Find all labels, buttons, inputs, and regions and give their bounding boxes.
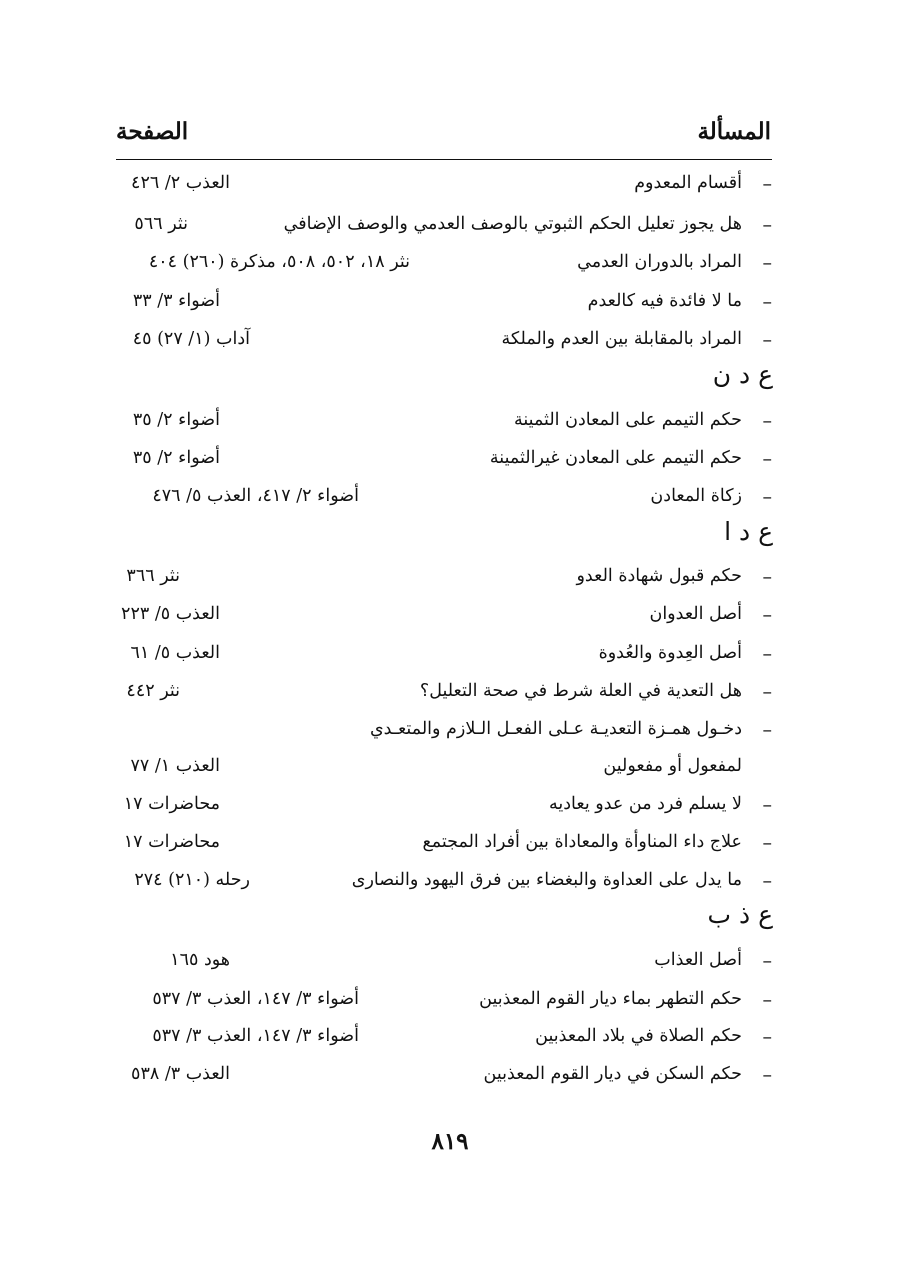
entry-dash: – [762, 794, 772, 816]
entry-dash: – [762, 566, 772, 588]
entry-dash: – [762, 1064, 772, 1086]
entry-topic: ما يدل على العداوة والبغضاء بين فرق اليهود والنصارى [351, 870, 742, 890]
entry-reference: نثر ٤٤٢ [126, 681, 180, 701]
index-entry [0, 1020, 900, 1058]
entry-topic: لا يسلم فرد من عدو يعاديه [549, 794, 742, 814]
entry-dash: – [762, 604, 772, 626]
section-root-letters: ع د ن [712, 360, 773, 389]
entry-reference: رحله (٢١٠) ٢٧٤ [134, 870, 250, 890]
section-root-letters: ع د ا [724, 517, 773, 546]
entry-topic: أصل العِدوة والعُدوة [598, 643, 742, 663]
index-entry [0, 442, 900, 480]
index-entry [0, 788, 900, 826]
index-entry [0, 560, 900, 598]
section-heading [0, 360, 900, 398]
entry-reference: العذب ٢/ ٤٢٦ [131, 173, 230, 193]
entry-topic: حكم التيمم على المعادن الثمينة [514, 410, 742, 430]
entry-dash: – [762, 410, 772, 432]
index-entry [0, 1058, 900, 1096]
entry-topic: حكم التيمم على المعادن غيرالثمينة [489, 448, 742, 468]
index-entry [0, 826, 900, 864]
page-column-heading: الصفحة [116, 118, 189, 145]
index-entry [0, 285, 900, 323]
index-entry [0, 598, 900, 636]
entry-reference: أضواء ٣/ ١٤٧، العذب ٣/ ٥٣٧ [152, 1026, 359, 1046]
entry-topic: حكم السكن في ديار القوم المعذبين [483, 1064, 742, 1084]
entry-dash: – [762, 486, 772, 508]
entry-dash: – [762, 950, 772, 972]
issue-column-heading: المسألة [697, 118, 771, 145]
index-entry [0, 750, 900, 788]
entry-dash: – [762, 719, 772, 741]
entry-topic: أصل العدوان [649, 604, 742, 624]
entry-dash: – [762, 989, 772, 1011]
entry-topic: أصل العذاب [654, 950, 742, 970]
page-number: ٨١٩ [431, 1128, 469, 1155]
entry-dash: – [762, 1026, 772, 1048]
entry-reference: نثر ١٨، ٥٠٢، ٥٠٨، مذكرة (٢٦٠) ٤٠٤ [148, 252, 410, 272]
entry-reference: أضواء ٣/ ١٤٧، العذب ٣/ ٥٣٧ [152, 989, 359, 1009]
entry-topic: لمفعول أو مفعولين [603, 756, 742, 776]
entry-reference: محاضرات ١٧ [123, 794, 220, 814]
entry-reference: العذب ٥/ ٦١ [130, 643, 220, 663]
entry-dash: – [762, 329, 772, 351]
index-entry [0, 480, 900, 518]
section-heading [0, 900, 900, 938]
index-entry [0, 713, 900, 751]
entry-dash: – [762, 448, 772, 470]
index-entry [0, 944, 900, 982]
index-entry [0, 983, 900, 1021]
entry-topic: زكاة المعادن [650, 486, 742, 506]
entry-reference: العذب ٥/ ٢٢٣ [121, 604, 220, 624]
entry-dash: – [762, 643, 772, 665]
index-entry [0, 167, 900, 205]
entry-topic: دخـول همـزة التعديـة عـلى الفعـل الـلازم والمتعـدي [369, 719, 742, 739]
index-entry [0, 246, 900, 284]
entry-reference: نثر ٥٦٦ [134, 214, 188, 234]
entry-reference: أضواء ٢/ ٣٥ [132, 448, 220, 468]
entry-reference: محاضرات ١٧ [123, 832, 220, 852]
entry-reference: نثر ٣٦٦ [126, 566, 180, 586]
entry-reference: آداب (١/ ٢٧) ٤٥ [132, 329, 250, 349]
index-entry [0, 323, 900, 361]
entry-topic: المراد بالدوران العدمي [577, 252, 742, 272]
entry-reference: العذب ١/ ٧٧ [130, 756, 220, 776]
entry-reference: أضواء ٣/ ٣٣ [132, 291, 220, 311]
index-entry [0, 637, 900, 675]
entry-topic: حكم قبول شهادة العدو [576, 566, 742, 586]
entry-dash: – [762, 252, 772, 274]
entry-topic: ما لا فائدة فيه كالعدم [587, 291, 742, 311]
entry-reference: أضواء ٢/ ٤١٧، العذب ٥/ ٤٧٦ [152, 486, 359, 506]
entry-dash: – [762, 173, 772, 195]
entry-reference: أضواء ٢/ ٣٥ [132, 410, 220, 430]
entry-dash: – [762, 681, 772, 703]
entry-topic: أقسام المعدوم [634, 173, 742, 193]
index-entry [0, 675, 900, 713]
entry-dash: – [762, 832, 772, 854]
entry-dash: – [762, 214, 772, 236]
entry-dash: – [762, 291, 772, 313]
entry-topic: حكم التطهر بماء ديار القوم المعذبين [479, 989, 742, 1009]
section-root-letters: ع ذ ب [707, 900, 773, 929]
entry-reference: العذب ٣/ ٥٣٨ [131, 1064, 230, 1084]
entry-topic: علاج داء المناوأة والمعاداة بين أفراد المجتمع [422, 832, 742, 852]
index-entry [0, 208, 900, 246]
section-heading [0, 517, 900, 555]
index-entry [0, 864, 900, 902]
index-entry [0, 404, 900, 442]
entry-reference: هود ١٦٥ [170, 950, 230, 970]
entry-topic: المراد بالمقابلة بين العدم والملكة [501, 329, 742, 349]
entry-topic: حكم الصلاة في بلاد المعذبين [535, 1026, 742, 1046]
entry-dash: – [762, 870, 772, 892]
entry-topic: هل يجوز تعليل الحكم الثبوتي بالوصف العدمي والوصف الإضافي [283, 214, 742, 234]
entry-topic: هل التعدية في العلة شرط في صحة التعليل؟ [419, 681, 742, 701]
